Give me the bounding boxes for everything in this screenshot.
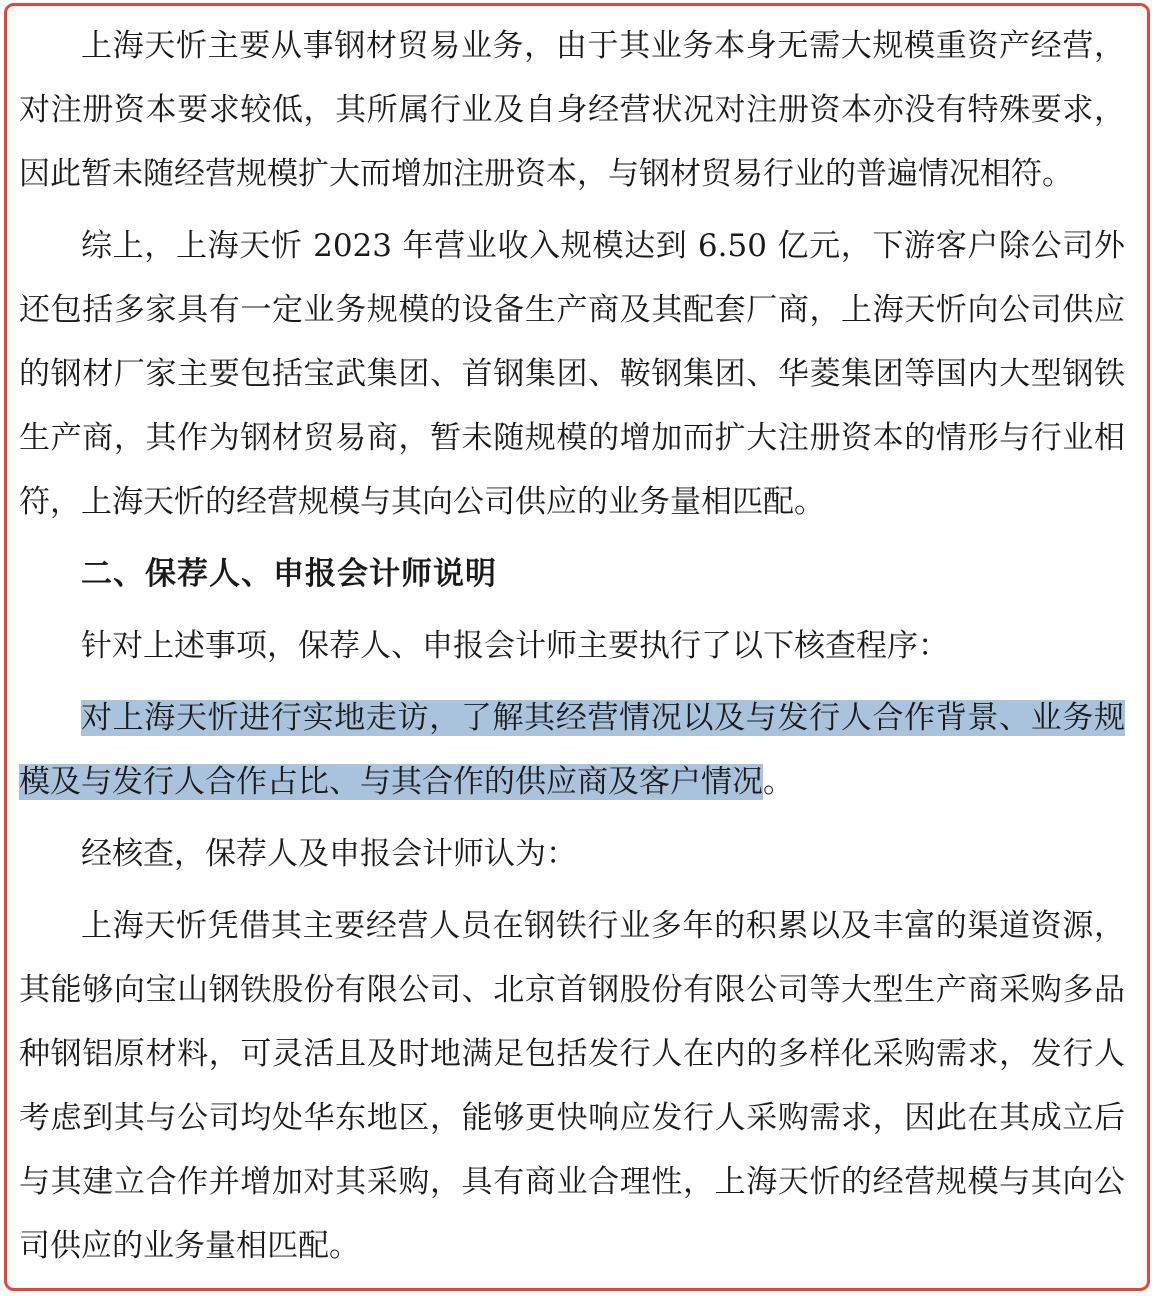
highlighted-text: 对上海天忻进行实地走访，了解其经营情况以及与发行人合作背景、业务规模及与发行人合作占比、与其合作的供应商及客户情况 — [19, 700, 1125, 800]
section-heading: 二、保荐人、申报会计师说明 — [81, 556, 497, 592]
document-body — [19, 14, 1125, 1278]
paragraph-conclusion-intro: 经核查，保荐人及申报会计师认为： — [81, 836, 577, 872]
paragraph-conclusion: 上海天忻凭借其主要经营人员在钢铁行业多年的积累以及丰富的渠道资源，其能够向宝山钢铁股份有限公司、北京首钢股份有限公司等大型生产商采购多品种钢铝原材料，可灵活且及时地满足包括发行人在内的多样化采购需求，发行人考虑到其与公司均处华东地区，能够更快响应发行人采购需求，因此在其成立后与其建立合作并增加对其采购，具有商业合理性，上海天忻的经营规模与其向公司供应的业务量相匹配。 — [19, 908, 1125, 1264]
paragraph-summary: 综上，上海天忻 2023 年营业收入规模达到 6.50 亿元，下游客户除公司外还包括多家具有一定业务规模的设备生产商及其配套厂商，上海天忻向公司供应的钢材厂家主要包括宝武集团、首钢集团、鞍钢集团、华菱集团等国内大型钢铁生产商，其作为钢材贸易商，暂未随规模的增加而扩大注册资本的情形与行业相符，上海天忻的经营规模与其向公司供应的业务量相匹配。 — [19, 228, 1125, 520]
paragraph-procedures-intro: 针对上述事项，保荐人、申报会计师主要执行了以下核查程序： — [81, 628, 949, 664]
paragraph-site-visit — [19, 686, 1125, 814]
paragraph-registered-capital: 上海天忻主要从事钢材贸易业务，由于其业务本身无需大规模重资产经营，对注册资本要求较低，其所属行业及自身经营状况对注册资本亦没有特殊要求，因此暂未随经营规模扩大而增加注册资本，与钢材贸易行业的普遍情况相符。 — [19, 28, 1125, 192]
paragraph-tail: 。 — [763, 764, 794, 800]
